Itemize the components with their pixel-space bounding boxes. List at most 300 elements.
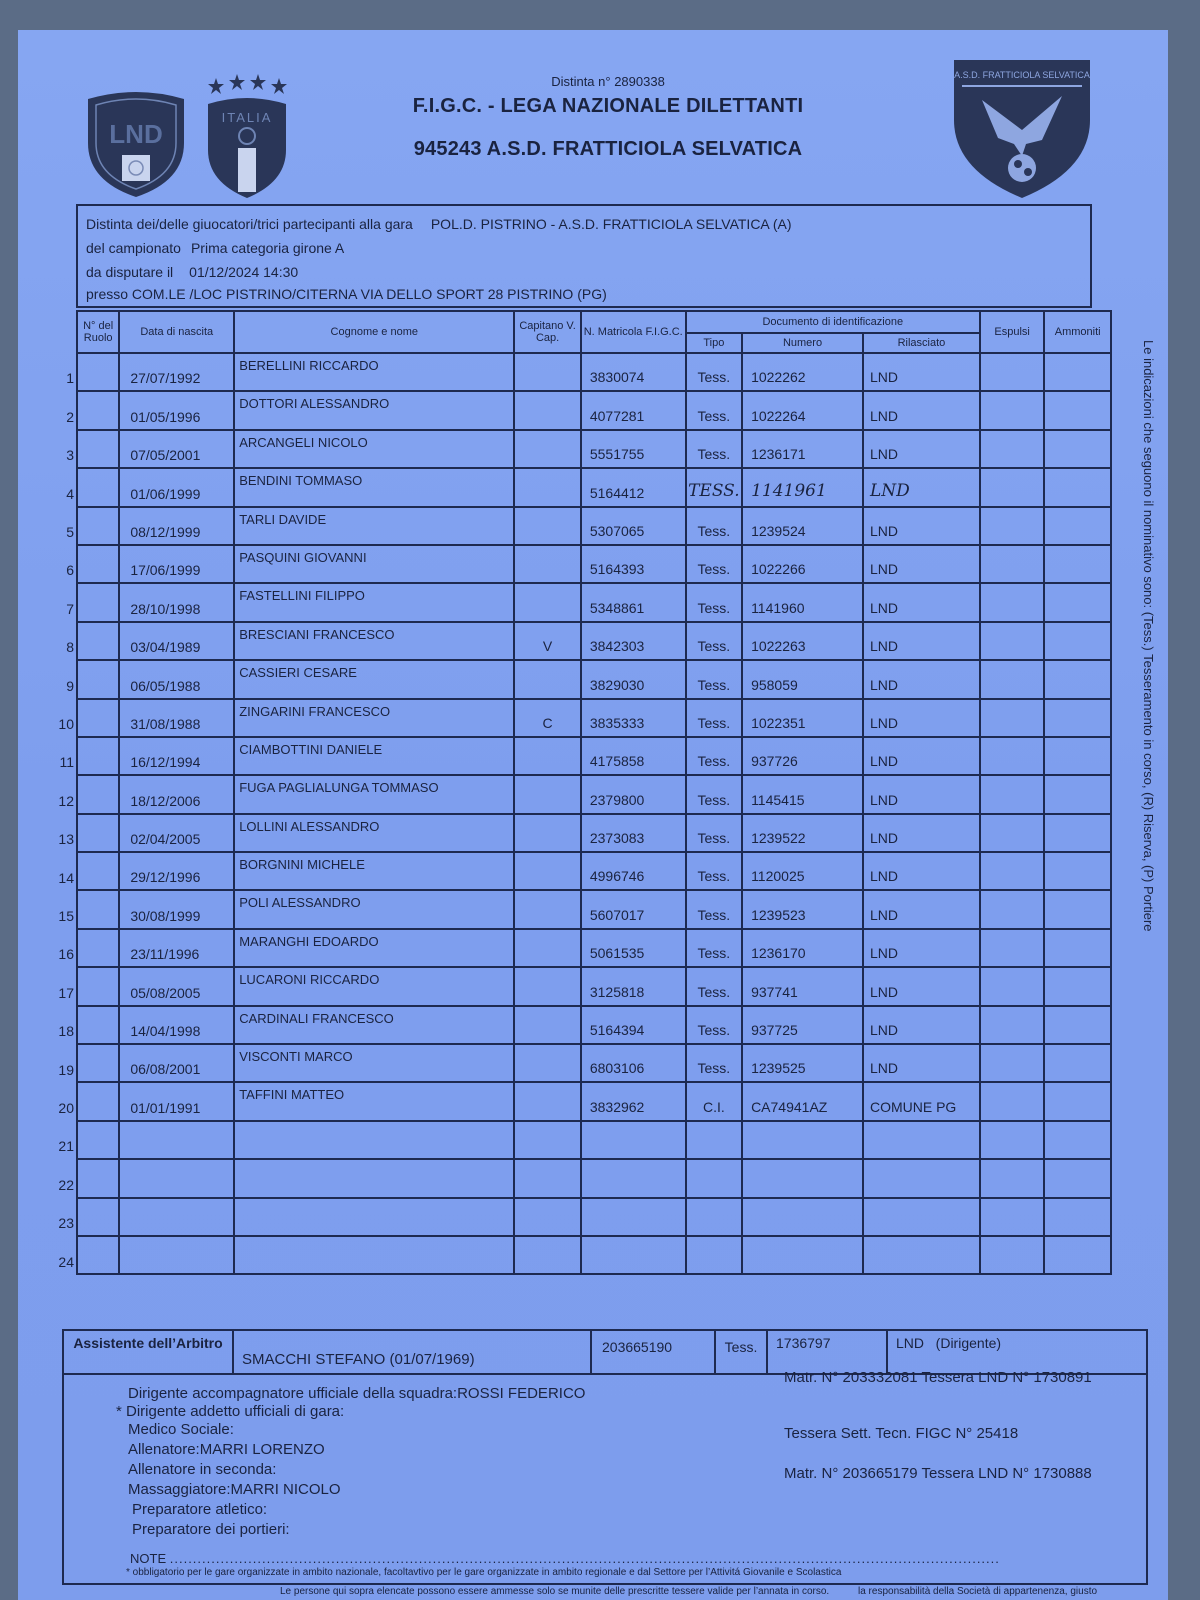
cell-ammoniti bbox=[1044, 1044, 1111, 1082]
row-number: 8 bbox=[66, 639, 74, 656]
cell-tipo: Tess. bbox=[686, 622, 742, 660]
cell-espulsi bbox=[980, 660, 1044, 698]
club-eagle-logo-icon bbox=[952, 60, 1092, 198]
cell-ril: LND bbox=[863, 583, 980, 621]
cell-matr bbox=[581, 1198, 686, 1236]
cell-tipo: TESS. bbox=[686, 468, 742, 506]
cell-matr: 5348861 bbox=[581, 583, 686, 621]
footnote: * obbligatorio per le gare organizzate in ambito nazionale, facoltavtivo per le gare organizzate in ambito regionale e dal Settore per l’Attivitá Giovanile e Scolastica bbox=[126, 1567, 842, 1578]
assistant-matricola: 203665190 bbox=[592, 1331, 716, 1373]
cell-cap bbox=[514, 775, 581, 813]
cell-date: 01/01/1991 bbox=[119, 1082, 234, 1120]
cell-num: 1022264 bbox=[742, 391, 863, 429]
row-number: 9 bbox=[66, 677, 74, 694]
cell-ril: LND bbox=[863, 468, 980, 506]
assistant-rilasciato: LND (Dirigente) bbox=[896, 1335, 1002, 1351]
assistant-name: SMACCHI STEFANO (01/07/1969) bbox=[234, 1331, 592, 1373]
cell-name: BERELLINI RICCARDO bbox=[234, 353, 514, 391]
cell-cap bbox=[514, 929, 581, 967]
cell-ruolo bbox=[77, 929, 119, 967]
cell-matr: 3830074 bbox=[581, 353, 686, 391]
cell-ammoniti bbox=[1044, 1006, 1111, 1044]
cell-ruolo bbox=[77, 353, 119, 391]
cell-name: FUGA PAGLIALUNGA TOMMASO bbox=[234, 775, 514, 813]
cell-espulsi bbox=[980, 1044, 1044, 1082]
cell-ammoniti bbox=[1044, 1198, 1111, 1236]
cell-cap bbox=[514, 814, 581, 852]
row-number: 6 bbox=[66, 562, 74, 579]
dirigente-addetto: * Dirigente addetto ufficiali di gara: bbox=[116, 1403, 345, 1420]
cell-ammoniti bbox=[1044, 545, 1111, 583]
cell-ruolo bbox=[77, 660, 119, 698]
cell-ril bbox=[863, 1159, 980, 1197]
cell-tipo: Tess. bbox=[686, 353, 742, 391]
preparatore-portieri: Preparatore dei portieri: bbox=[132, 1521, 290, 1538]
cell-num: 1022263 bbox=[742, 622, 863, 660]
cell-ruolo bbox=[77, 737, 119, 775]
cell-date: 30/08/1999 bbox=[119, 890, 234, 928]
player-row bbox=[77, 583, 1111, 621]
cell-ruolo bbox=[77, 1159, 119, 1197]
cell-date: 02/04/2005 bbox=[119, 814, 234, 852]
cell-espulsi bbox=[980, 967, 1044, 1005]
cell-espulsi bbox=[980, 890, 1044, 928]
cell-tipo: Tess. bbox=[686, 660, 742, 698]
cell-num: 937726 bbox=[742, 737, 863, 775]
row-number: 5 bbox=[66, 524, 74, 540]
cell-name: TAFFINI MATTEO bbox=[234, 1082, 514, 1120]
cell-tipo: Tess. bbox=[686, 545, 742, 583]
cell-name: CARDINALI FRANCESCO bbox=[234, 1006, 514, 1044]
cell-cap bbox=[514, 468, 581, 506]
cell-name: POLI ALESSANDRO bbox=[234, 890, 514, 928]
cell-ammoniti bbox=[1044, 430, 1111, 468]
cell-ammoniti bbox=[1044, 890, 1111, 928]
cell-cap bbox=[514, 1198, 581, 1236]
dirigente-accompagnatore-ref: Matr. N° 203332081 Tessera LND N° 1730891 bbox=[784, 1369, 1092, 1386]
cell-ammoniti bbox=[1044, 1236, 1111, 1274]
cell-ammoniti bbox=[1044, 852, 1111, 890]
cell-date: 17/06/1999 bbox=[119, 545, 234, 583]
player-row bbox=[77, 660, 1111, 698]
cell-ruolo bbox=[77, 468, 119, 506]
cell-name bbox=[234, 1121, 514, 1159]
championship-value: Prima categoria girone A bbox=[190, 240, 345, 256]
cell-tipo: Tess. bbox=[686, 737, 742, 775]
row-number: 17 bbox=[58, 984, 74, 1001]
cell-espulsi bbox=[980, 929, 1044, 967]
cell-date: 06/08/2001 bbox=[119, 1044, 234, 1082]
header-ruolo: N° del Ruolo bbox=[77, 311, 119, 353]
player-row bbox=[77, 622, 1111, 660]
cell-num: 1022262 bbox=[742, 353, 863, 391]
cell-cap bbox=[514, 967, 581, 1005]
cell-espulsi bbox=[980, 1198, 1044, 1236]
cell-date: 16/12/1994 bbox=[119, 737, 234, 775]
cell-name: BRESCIANI FRANCESCO bbox=[234, 622, 514, 660]
row-number: 23 bbox=[58, 1215, 74, 1232]
cell-matr: 3829030 bbox=[581, 660, 686, 698]
cell-date: 05/08/2005 bbox=[119, 967, 234, 1005]
cell-num: 958059 bbox=[742, 660, 863, 698]
cell-date: 06/05/1988 bbox=[119, 660, 234, 698]
lnd-logo-text: LND bbox=[109, 119, 163, 149]
cell-matr bbox=[581, 1236, 686, 1274]
cell-cap bbox=[514, 1236, 581, 1274]
cell-espulsi bbox=[980, 391, 1044, 429]
cell-espulsi bbox=[980, 1159, 1044, 1197]
assistant-label: Assistente dell’Arbitro bbox=[64, 1331, 234, 1373]
cell-num: 937725 bbox=[742, 1006, 863, 1044]
cell-ammoniti bbox=[1044, 929, 1111, 967]
cell-tipo bbox=[686, 1121, 742, 1159]
cell-date: 28/10/1998 bbox=[119, 583, 234, 621]
cell-cap bbox=[514, 507, 581, 545]
header-espulsi: Espulsi bbox=[980, 311, 1044, 353]
cell-ril: COMUNE PG bbox=[863, 1082, 980, 1120]
cell-name bbox=[234, 1159, 514, 1197]
cell-ruolo bbox=[77, 967, 119, 1005]
cell-tipo: Tess. bbox=[686, 890, 742, 928]
cell-num: 1145415 bbox=[742, 775, 863, 813]
cell-espulsi bbox=[980, 1121, 1044, 1159]
massaggiatore: Massaggiatore:MARRI NICOLO bbox=[128, 1481, 341, 1498]
cell-num: 1239525 bbox=[742, 1044, 863, 1082]
player-row bbox=[77, 699, 1111, 737]
assistant-tipo: Tess. bbox=[716, 1331, 768, 1373]
cell-matr bbox=[581, 1159, 686, 1197]
cell-ruolo bbox=[77, 1044, 119, 1082]
cell-ruolo bbox=[77, 1236, 119, 1274]
player-row bbox=[77, 507, 1111, 545]
cell-matr: 5061535 bbox=[581, 929, 686, 967]
cell-ril: LND bbox=[863, 391, 980, 429]
medico-sociale: Medico Sociale: bbox=[128, 1421, 234, 1438]
cell-ruolo bbox=[77, 430, 119, 468]
assistant-numero: 1736797 bbox=[768, 1331, 888, 1373]
player-row bbox=[77, 353, 1111, 391]
cell-tipo: Tess. bbox=[686, 391, 742, 429]
cell-ammoniti bbox=[1044, 622, 1111, 660]
cell-tipo: Tess. bbox=[686, 583, 742, 621]
cell-cap bbox=[514, 890, 581, 928]
header-tipo: Tipo bbox=[686, 333, 742, 353]
cell-matr: 3842303 bbox=[581, 622, 686, 660]
row-number: 16 bbox=[58, 946, 74, 963]
row-number: 20 bbox=[58, 1100, 74, 1116]
cell-espulsi bbox=[980, 1082, 1044, 1120]
cell-cap: C bbox=[514, 699, 581, 737]
cell-espulsi bbox=[980, 1236, 1044, 1274]
player-row bbox=[77, 1082, 1111, 1120]
player-row bbox=[77, 1159, 1111, 1197]
cell-ammoniti bbox=[1044, 1159, 1111, 1197]
cell-matr: 5307065 bbox=[581, 507, 686, 545]
cell-ruolo bbox=[77, 699, 119, 737]
cell-cap bbox=[514, 391, 581, 429]
cell-ril: LND bbox=[863, 890, 980, 928]
cell-ammoniti bbox=[1044, 737, 1111, 775]
cell-espulsi bbox=[980, 507, 1044, 545]
cell-date: 31/08/1988 bbox=[119, 699, 234, 737]
cell-matr bbox=[581, 1121, 686, 1159]
cell-name: CIAMBOTTINI DANIELE bbox=[234, 737, 514, 775]
cell-tipo: C.I. bbox=[686, 1082, 742, 1120]
cell-ruolo bbox=[77, 852, 119, 890]
cell-date bbox=[119, 1159, 234, 1197]
roster-table bbox=[76, 310, 1112, 1275]
cell-matr: 2373083 bbox=[581, 814, 686, 852]
row-number: 2 bbox=[66, 408, 74, 425]
lnd-logo-icon bbox=[84, 85, 188, 199]
cell-cap bbox=[514, 1159, 581, 1197]
player-row bbox=[77, 1236, 1111, 1274]
cell-name bbox=[234, 1236, 514, 1274]
cell-ril: LND bbox=[863, 353, 980, 391]
cell-name: CASSIERI CESARE bbox=[234, 660, 514, 698]
date-label: da disputare il bbox=[86, 264, 174, 280]
cell-matr: 5607017 bbox=[581, 890, 686, 928]
dirigente-accompagnatore: Dirigente accompagnatore ufficiale della squadra:ROSSI FEDERICO bbox=[128, 1385, 586, 1402]
roster-body bbox=[77, 353, 1111, 1274]
cell-matr: 3832962 bbox=[581, 1082, 686, 1120]
player-row bbox=[77, 814, 1111, 852]
cell-date: 03/04/1989 bbox=[119, 622, 234, 660]
cell-ril: LND bbox=[863, 545, 980, 583]
player-row bbox=[77, 391, 1111, 429]
cell-tipo bbox=[686, 1159, 742, 1197]
header-nascita: Data di nascita bbox=[119, 311, 234, 353]
cell-espulsi bbox=[980, 775, 1044, 813]
row-number: 14 bbox=[58, 869, 74, 886]
validity-note: Le persone qui sopra elencate possono essere ammesse solo se munite delle prescritte tessere valide per l’annata in corso. bbox=[280, 1586, 830, 1597]
preparatore-atletico: Preparatore atletico: bbox=[132, 1501, 268, 1518]
venue-label: presso bbox=[86, 286, 129, 302]
cell-ammoniti bbox=[1044, 775, 1111, 813]
cell-num: 1120025 bbox=[742, 852, 863, 890]
cell-ril bbox=[863, 1236, 980, 1274]
cell-ril: LND bbox=[863, 852, 980, 890]
cell-date: 23/11/1996 bbox=[119, 929, 234, 967]
cell-matr: 3125818 bbox=[581, 967, 686, 1005]
responsibility-note: la responsabilità della Società di appartenenza, giusto bbox=[858, 1586, 1098, 1597]
cell-cap bbox=[514, 1121, 581, 1159]
cell-matr: 2379800 bbox=[581, 775, 686, 813]
player-row bbox=[77, 737, 1111, 775]
cell-name: BENDINI TOMMASO bbox=[234, 468, 514, 506]
cell-matr: 5551755 bbox=[581, 430, 686, 468]
championship-line bbox=[86, 240, 344, 256]
player-row bbox=[77, 890, 1111, 928]
player-row bbox=[77, 967, 1111, 1005]
cell-ammoniti bbox=[1044, 1082, 1111, 1120]
cell-num: 1022351 bbox=[742, 699, 863, 737]
cell-num: CA74941AZ bbox=[742, 1082, 863, 1120]
match-roster-sheet bbox=[18, 30, 1168, 1600]
cell-ril: LND bbox=[863, 622, 980, 660]
cell-matr: 5164393 bbox=[581, 545, 686, 583]
cell-name: MARANGHI EDOARDO bbox=[234, 929, 514, 967]
cell-espulsi bbox=[980, 430, 1044, 468]
cell-date bbox=[119, 1236, 234, 1274]
header-numero: Numero bbox=[742, 333, 863, 353]
cell-num bbox=[742, 1159, 863, 1197]
row-number: 15 bbox=[58, 908, 74, 924]
note-field[interactable]: NOTE .................................................................................................................................................................................... bbox=[130, 1551, 1000, 1566]
cell-num: 1239522 bbox=[742, 814, 863, 852]
match-label: Distinta dei/delle giuocatori/trici partecipanti alla gara bbox=[86, 216, 413, 232]
row-number: 19 bbox=[58, 1061, 74, 1078]
cell-tipo: Tess. bbox=[686, 1044, 742, 1082]
player-row bbox=[77, 852, 1111, 890]
header-matricola: N. Matricola F.I.G.C. bbox=[581, 311, 686, 353]
cell-ammoniti bbox=[1044, 814, 1111, 852]
cell-cap bbox=[514, 1006, 581, 1044]
allenatore-ref: Tessera Sett. Tecn. FIGC N° 25418 bbox=[784, 1425, 1019, 1442]
allenatore-seconda: Allenatore in seconda: bbox=[128, 1461, 277, 1478]
cell-matr: 4077281 bbox=[581, 391, 686, 429]
cell-num: 1141960 bbox=[742, 583, 863, 621]
cell-tipo: Tess. bbox=[686, 852, 742, 890]
cell-matr: 4996746 bbox=[581, 852, 686, 890]
cell-name: ARCANGELI NICOLO bbox=[234, 430, 514, 468]
cell-name: LOLLINI ALESSANDRO bbox=[234, 814, 514, 852]
header-ammoniti: Ammoniti bbox=[1044, 311, 1111, 353]
cell-ammoniti bbox=[1044, 507, 1111, 545]
cell-cap bbox=[514, 852, 581, 890]
match-value: POL.D. PISTRINO - A.S.D. FRATTICIOLA SELVATICA (A) bbox=[430, 216, 792, 232]
player-row bbox=[77, 1121, 1111, 1159]
cell-date: 18/12/2006 bbox=[119, 775, 234, 813]
cell-ril: LND bbox=[863, 967, 980, 1005]
club-badge-text: A.S.D. FRATTICIOLA SELVATICA bbox=[954, 70, 1090, 80]
header-capitano: Capitano V. Cap. bbox=[514, 311, 581, 353]
cell-name: ZINGARINI FRANCESCO bbox=[234, 699, 514, 737]
federation-title: F.I.G.C. - LEGA NAZIONALE DILETTANTI bbox=[412, 95, 804, 117]
player-row bbox=[77, 1198, 1111, 1236]
note-label: NOTE bbox=[130, 1551, 167, 1566]
player-row bbox=[77, 430, 1111, 468]
cell-cap: V bbox=[514, 622, 581, 660]
cell-tipo: Tess. bbox=[686, 929, 742, 967]
cell-date: 27/07/1992 bbox=[119, 353, 234, 391]
cell-ruolo bbox=[77, 583, 119, 621]
cell-num bbox=[742, 1121, 863, 1159]
row-number: 11 bbox=[59, 754, 74, 771]
cell-espulsi bbox=[980, 852, 1044, 890]
cell-num: 1141961 bbox=[742, 468, 863, 506]
cell-name: DOTTORI ALESSANDRO bbox=[234, 391, 514, 429]
cell-ammoniti bbox=[1044, 391, 1111, 429]
cell-tipo: Tess. bbox=[686, 507, 742, 545]
cell-espulsi bbox=[980, 468, 1044, 506]
cell-cap bbox=[514, 737, 581, 775]
cell-name: VISCONTI MARCO bbox=[234, 1044, 514, 1082]
cell-ril: LND bbox=[863, 430, 980, 468]
cell-name: PASQUINI GIOVANNI bbox=[234, 545, 514, 583]
cell-ril: LND bbox=[863, 737, 980, 775]
cell-name bbox=[234, 1198, 514, 1236]
cell-matr: 5164394 bbox=[581, 1006, 686, 1044]
cell-tipo: Tess. bbox=[686, 1006, 742, 1044]
cell-cap bbox=[514, 430, 581, 468]
cell-espulsi bbox=[980, 1006, 1044, 1044]
row-number: 18 bbox=[58, 1023, 74, 1040]
row-number: 22 bbox=[58, 1176, 74, 1193]
cell-num: 1236170 bbox=[742, 929, 863, 967]
cell-cap bbox=[514, 353, 581, 391]
allenatore: Allenatore:MARRI LORENZO bbox=[128, 1441, 325, 1458]
club-title: 945243 A.S.D. FRATTICIOLA SELVATICA bbox=[413, 138, 803, 160]
cell-name: FASTELLINI FILIPPO bbox=[234, 583, 514, 621]
cell-ril: LND bbox=[863, 1044, 980, 1082]
header-documento: Documento di identificazione bbox=[686, 311, 980, 333]
cell-name: TARLI DAVIDE bbox=[234, 507, 514, 545]
cell-num bbox=[742, 1198, 863, 1236]
cell-tipo bbox=[686, 1236, 742, 1274]
header-rilasciato: Rilasciato bbox=[863, 333, 980, 353]
date-line bbox=[86, 264, 298, 280]
championship-label: del campionato bbox=[86, 240, 181, 256]
cell-ril: LND bbox=[863, 1006, 980, 1044]
cell-date: 07/05/2001 bbox=[119, 430, 234, 468]
cell-ruolo bbox=[77, 814, 119, 852]
row-number: 13 bbox=[58, 831, 74, 848]
figc-italia-logo-icon bbox=[204, 70, 290, 200]
cell-ammoniti bbox=[1044, 1121, 1111, 1159]
cell-date: 29/12/1996 bbox=[119, 852, 234, 890]
player-row bbox=[77, 929, 1111, 967]
italia-logo-text: ITALIA bbox=[221, 110, 273, 125]
cell-matr: 4175858 bbox=[581, 737, 686, 775]
cell-name: BORGNINI MICHELE bbox=[234, 852, 514, 890]
distinta-number: Distinta n° 2890338 bbox=[551, 74, 665, 89]
cell-cap bbox=[514, 1082, 581, 1120]
side-legend-note: Le indicazioni che seguono il nominativo sono: (Tess.) Tesseramento in corso, (R) Riserva, (P) Portiere bbox=[1141, 340, 1156, 932]
cell-date bbox=[119, 1198, 234, 1236]
row-number: 24 bbox=[58, 1253, 74, 1270]
cell-cap bbox=[514, 1044, 581, 1082]
cell-ril bbox=[863, 1198, 980, 1236]
cell-name: LUCARONI RICCARDO bbox=[234, 967, 514, 1005]
cell-ril: LND bbox=[863, 660, 980, 698]
cell-matr: 6803106 bbox=[581, 1044, 686, 1082]
cell-num: 1239524 bbox=[742, 507, 863, 545]
team-officials bbox=[62, 1369, 1148, 1585]
cell-ril: LND bbox=[863, 929, 980, 967]
document-header bbox=[358, 74, 858, 161]
cell-ruolo bbox=[77, 1198, 119, 1236]
cell-date bbox=[119, 1121, 234, 1159]
cell-ril: LND bbox=[863, 507, 980, 545]
cell-espulsi bbox=[980, 622, 1044, 660]
player-row bbox=[77, 775, 1111, 813]
match-line bbox=[86, 216, 792, 232]
cell-ruolo bbox=[77, 1121, 119, 1159]
cell-num: 1239523 bbox=[742, 890, 863, 928]
row-number: 21 bbox=[58, 1138, 74, 1155]
cell-tipo: Tess. bbox=[686, 814, 742, 852]
row-number: 3 bbox=[66, 447, 74, 464]
cell-date: 08/12/1999 bbox=[119, 507, 234, 545]
cell-tipo bbox=[686, 1198, 742, 1236]
date-value: 01/12/2024 14:30 bbox=[189, 264, 299, 280]
cell-espulsi bbox=[980, 737, 1044, 775]
header-nome: Cognome e nome bbox=[234, 311, 514, 353]
venue-value: COM.LE /LOC PISTRINO/CITERNA VIA DELLO SPORT 28 PISTRINO (PG) bbox=[131, 286, 607, 302]
player-row bbox=[77, 468, 1111, 506]
cell-ruolo bbox=[77, 507, 119, 545]
